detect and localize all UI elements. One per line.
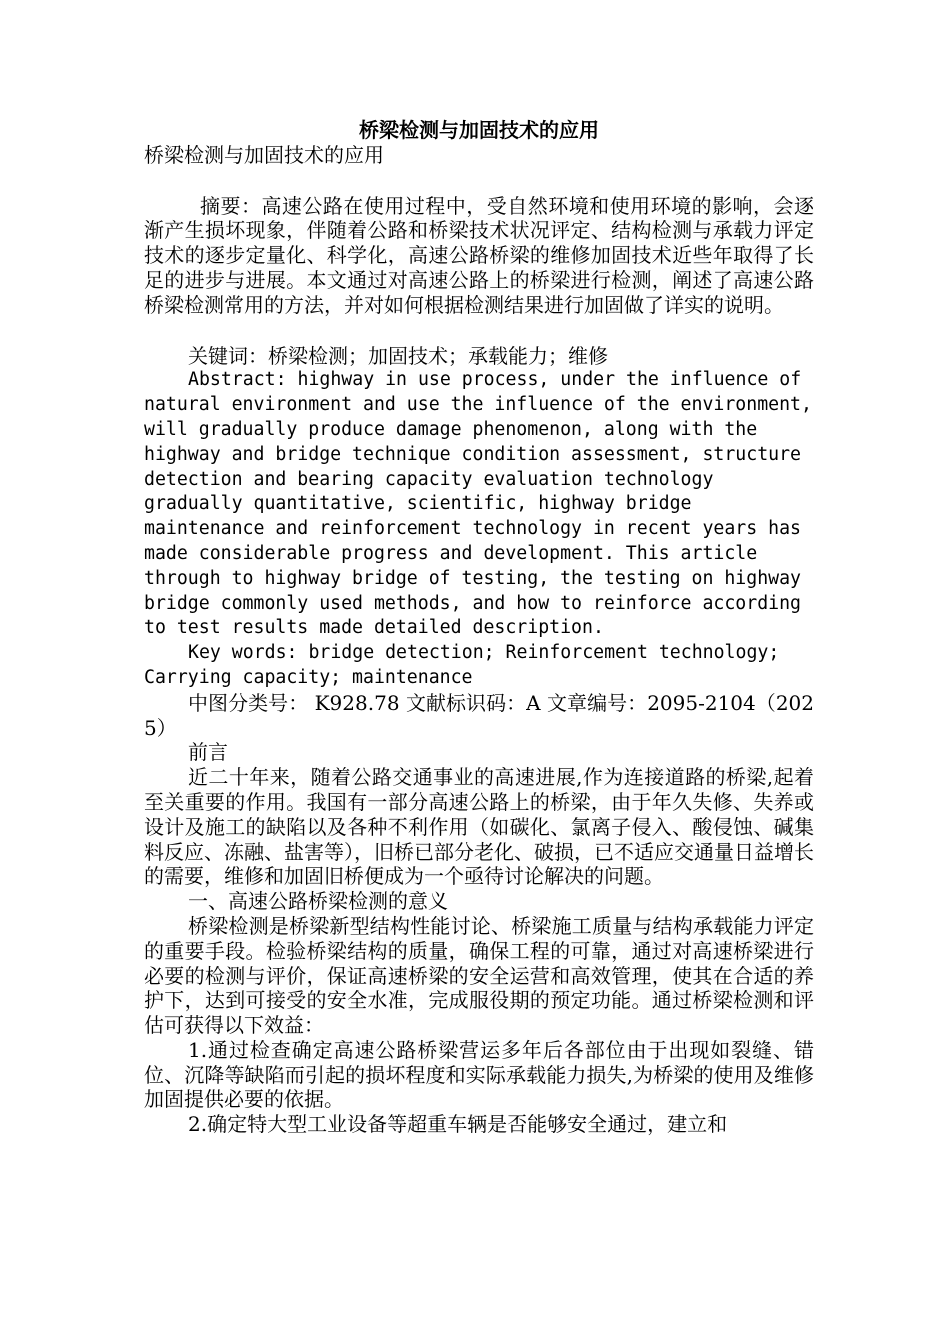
keywords-chinese: 关键词：桥梁检测；加固技术；承载能力；维修: [188, 343, 608, 368]
document-subtitle: 桥梁检测与加固技术的应用: [144, 142, 384, 167]
section-1-heading: 一、高速公路桥梁检测的意义: [188, 889, 448, 914]
list-item-1: 1.通过检查确定高速公路桥梁营运多年后各部位由于出现如裂缝、错位、沉降等缺陷而引起的损坏程度和实际承载能力损失,为桥梁的使用及维修加固提供必要的依据。: [144, 1037, 814, 1112]
preface-body: 近二十年来，随着公路交通事业的高速进展,作为连接道路的桥梁,起着至关重要的作用。我国有一部分高速公路上的桥梁，由于年久失修、失养或设计及施工的缺陷以及各种不利作用（如碳化、氯离子侵入、酸侵蚀、碱集料反应、冻融、盐害等），旧桥已部分老化、破损，已不适应交通量日益增长的需要，维修和加固旧桥便成为一个亟待讨论解决的问题。: [144, 765, 814, 889]
keywords-english: Key words: bridge detection; Reinforcement technology; Carrying capacity; maintenance: [144, 642, 780, 688]
section-1-body: 桥梁检测是桥梁新型结构性能讨论、桥梁施工质量与结构承载能力评定的重要手段。检验桥梁结构的质量，确保工程的可靠，通过对高速桥梁进行必要的检测与评价，保证高速桥梁的安全运营和高效管理，使其在合适的养护下，达到可接受的安全水准，完成服役期的预定功能。通过桥梁检测和评估可获得以下效益：: [144, 913, 814, 1038]
document-title: 桥梁检测与加固技术的应用: [359, 118, 599, 142]
abstract-english: Abstract: highway in use process, under the influence of natural environment and use the influence of the environment, will gradually produce damage phenomenon, along with the highway and bridge technique condition assessment, structure detection and bearing capacity evaluation technology gradually quantitative, scientific, highway bridge maintenance and reinforcement technology in recent years has made considerable progress and development. This article through to highway bridge of testing, the testing on highway bridge commonly used methods, and how to reinforce according to test results made detailed description.: [144, 369, 812, 639]
list-item-2: 2.确定特大型工业设备等超重车辆是否能够安全通过，建立和: [188, 1112, 728, 1137]
preface-heading: 前言: [188, 740, 228, 765]
abstract-chinese: 摘要：高速公路在使用过程中，受自然环境和使用环境的影响，会逐渐产生损坏现象，伴随着公路和桥梁技术状况评定、结构检测与承载力评定技术的逐步定量化、科学化，高速公路桥梁的维修加固技术近些年取得了长足的进步与进展。本文通过对高速公路上的桥梁进行检测，阐述了高速公路桥梁检测常用的方法，并对如何根据检测结果进行加固做了详实的说明。: [144, 193, 814, 317]
document-page: [144, 118, 814, 1137]
classification-line: 中图分类号： K928.78 文献标识码：A 文章编号：2095-2104（2025）: [144, 690, 814, 740]
